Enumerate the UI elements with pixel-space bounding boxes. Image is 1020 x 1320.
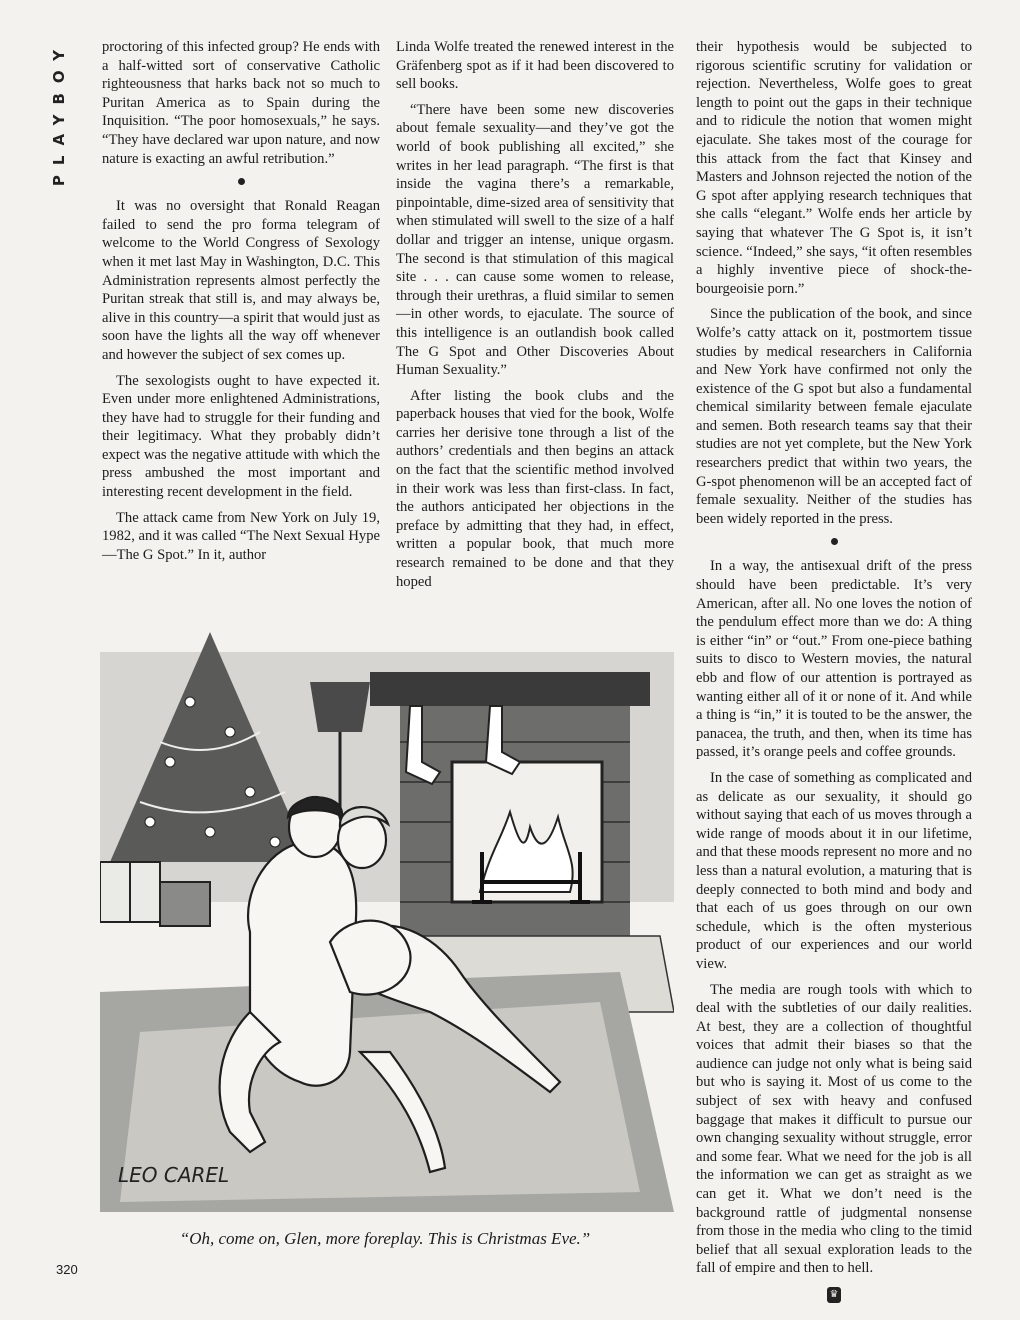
mantel <box>370 672 650 706</box>
paragraph: their hypothesis would be subjected to rigorous scientific scrutiny for validation or rejection. Nevertheless, Wolfe goes to great length to point out the gaps in their technique and to ridicule the notion that women might ejaculate. She takes most of the courage for this attack from the fact that Kinsey and Masters and Johnson rejected the notion of the G spot after applying research techniques that she calls “elegant.” Wolfe ends her article by saying that whatever The G Spot is, it isn’t science. “Indeed,” she says, “it often resembles a highly inventive piece of shock-the-bourgeoisie porn.” <box>696 39 972 297</box>
artist-signature: LEO CAREL <box>118 1163 230 1187</box>
paragraph: The attack came from New York on July 19, 1982, and it was called “The Next Sexual Hype—The G Spot.” In it, author <box>102 509 380 563</box>
paragraph: Since the publication of the book, and since Wolfe’s catty attack on it, postmortem tissue studies by medical researchers in California and New York have confirmed not only the existence of the G spot but also a fundamental chemical similarity between female ejaculate and semen. Both research teams say that their studies are not yet complete, but the New York researchers predict that within two years, the G-spot phenomenon will be an accepted fact of female sexuality. Neither of the studies has been widely reported in the press. <box>696 306 972 527</box>
paragraph: After listing the book clubs and the paperback houses that vied for the book, Wolfe carries her derisive tone through a list of the authors’ credentials and then begins an attack on the fact that the scientific method involved in their work was less than first-class. In fact, the authors anticipated her objections in the preface by admitting that they had, in effect, written a popular book, that much more research remained to be done and that they hoped <box>396 387 674 590</box>
paragraph: “There have been some new discoveries about female sexuality—and they’ve got the world of book publishing all excited,” she writes in her lead paragraph. “The first is that inside the vagina there’s a remarkable, pinpointable, dime-sized area of sensitivity that when stimulated will swell to the size of a half dollar and trigger an intense, unique orgasm. The second is that stimulation of this magical site . . . can cause some women to release, through their urethras, a fluid similar to semen—in other words, to ejaculate. The source of this intelligence is an outlandish book called The G Spot and Other Discoveries About Human Sexuality.” <box>396 101 674 379</box>
article-column-3 <box>696 38 972 1304</box>
paragraph: In a way, the antisexual drift of the press should have been predictable. It’s very American, after all. No one loves the notion of the pendulum effect more than we do: A thing is either “in” or “out.” From one-piece bathing suits to disco to Western movies, the natural ebb and flow of our attention is portrayed as wanting either all of it or none of it. And while a thing is “in,” it is touted to be the answer, the panacea, the truth, and then, when its time has passed, it’s orange peels and coffee grounds. <box>696 558 972 761</box>
paragraph: The media are rough tools with which to deal with the subtleties of our daily realities. At best, they are a collection of thoughtful voices that admit their biases so that the audience can judge not only what is being said but who is saying it. Most of us come to the subject of sex with heavy and confused baggage that makes it difficult to pursue our own changing sexuality without struggle, error and some fear. What we need for the job is all the information we can get as straight as we can get it. What we don’t need is the background rattle of judgmental nonsense from those in the media who cling to the timid belief that all sexual exploration leads to the fall of empire and then to hell. <box>696 981 972 1277</box>
cartoon-caption: “Oh, come on, Glen, more foreplay. This is Christmas Eve.” <box>179 1229 591 1248</box>
page-number: 320 <box>56 1262 78 1277</box>
paragraph: proctoring of this infected group? He ends with a half-witted sort of conservative Catholic righteousness that harks back not so much to Puritan America as to Spain during the Inquisition. “The poor homosexuals,” he says. “They have declared war upon nature, and now nature is exacting an awful retribution.” <box>102 39 380 167</box>
lamp-shade <box>310 682 370 732</box>
section-bullet <box>102 175 380 187</box>
paragraph: It was no oversight that Ronald Reagan failed to send the pro forma telegram of welcome to the World Congress of Sexology when it met last May in Washington, D.C. This Administration represents almost perfectly the Puritan streak that still is, and may always be, alive in this country—a spirit that would just as soon have the lights all the way off whenever and however the subject of sex comes up. <box>102 198 380 363</box>
paragraph: In the case of something as complicated and as delicate as our sexuality, it should go without saying that each of us moves through a wide range of moods about it in our lifetime, and that these moods represent no more and no less than a natural evolution, a maturing that is deeply connected to both mind and body and that each of us goes through on our own schedule, which is the often mysterious product of our experiences and our world view. <box>696 769 972 972</box>
paragraph: Linda Wolfe treated the renewed interest in the Gräfenberg spot as if it had been discovered to sell books. <box>396 39 674 93</box>
present <box>160 882 210 926</box>
magazine-vertical-title: PLAYBOY <box>50 40 68 187</box>
end-mark-icon: ♛ <box>827 1287 841 1303</box>
cartoon-illustration <box>100 612 674 1212</box>
section-bullet <box>696 535 972 547</box>
paragraph: The sexologists ought to have expected it. Even under more enlightened Administrations, they have had to struggle for their funding and their legitimacy. What they probably didn’t expect was the negative attitude with which the press ambushed the most important and interesting recent development in the field. <box>102 372 380 501</box>
article-column-1 <box>102 38 380 571</box>
article-column-2 <box>396 38 674 598</box>
